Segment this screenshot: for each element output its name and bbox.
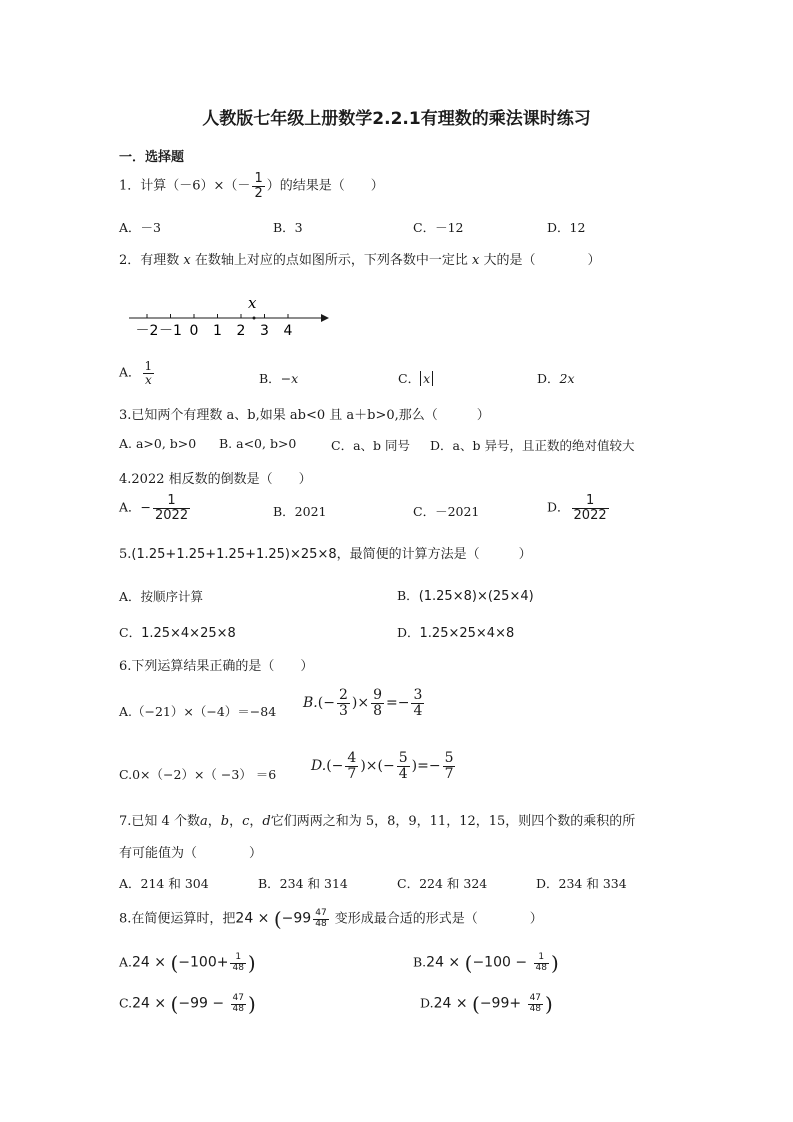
q2-option-d: D．2x xyxy=(537,371,575,386)
number-line-arrow xyxy=(321,314,329,322)
q1-option-d: D．12 xyxy=(547,220,586,235)
q4-option-b: B．2021 xyxy=(273,504,327,519)
q1-text-before: 1．计算（－6）×（－ xyxy=(119,178,251,194)
question-2: 2．有理数 x 在数轴上对应的点如图所示，下列各数中一定比 x 大的是（ ） xyxy=(119,253,601,268)
question-7-line-2: 有可能值为（ ） xyxy=(119,846,263,861)
q3-option-a: A. a>0, b>0 xyxy=(119,436,197,451)
q2-option-b: B．−x xyxy=(259,371,299,386)
question-8: 8.在简便运算时，把24 × (−99 $\frac{47}{48}$ 变形成最合适的形式是（ ） xyxy=(119,907,543,931)
q1-fraction: $\frac{1}{2}$ xyxy=(254,171,263,201)
question-7-line-1: 7.已知 4 个数a，b，c，d它们两两之和为 5，8，9，11，12，15，则四个数的乘积的所 xyxy=(119,814,636,829)
q2-option-c: C． x xyxy=(398,369,433,387)
number-line-tick-label: 0 xyxy=(189,323,199,339)
question-5: 5.(1.25+1.25+1.25+1.25)×25×8，最简便的计算方法是（ ） xyxy=(119,547,532,562)
number-line-ticks xyxy=(147,314,288,318)
q7-option-d: D．234 和 334 xyxy=(536,876,627,891)
q1-option-c: C．－12 xyxy=(413,220,464,235)
q7-option-a: A．214 和 304 xyxy=(119,876,209,891)
q1-text-after: ）的结果是（ ） xyxy=(266,178,384,194)
point-x-label: x xyxy=(248,294,257,312)
number-line-figure xyxy=(125,292,335,340)
number-line-tick-label: 3 xyxy=(260,323,269,339)
number-line-tick-label: 2 xyxy=(236,323,246,339)
q5-option-d: D．1.25×25×4×8 xyxy=(397,625,515,641)
question-6: 6.下列运算结果正确的是（ ） xyxy=(119,659,314,674)
q6-option-d: D.(− $\frac{4}{7}$ )×(− $\frac{5}{4}$ )=− $\frac{5}{7}$ xyxy=(311,750,454,782)
q3-option-d: D．a、b 异号，且正数的绝对值较大 xyxy=(430,438,635,453)
q4-option-a: A．− $\frac{1}{2022}$ xyxy=(119,493,189,523)
q3-option-c: C．a、b 同号 xyxy=(331,438,410,453)
q5-option-c: C．1.25×4×25×8 xyxy=(119,625,236,641)
section-heading: 一．选择题 xyxy=(119,150,185,165)
q5-expression: (1.25+1.25+1.25+1.25)×25×8 xyxy=(131,547,337,562)
q5-option-a: A．按顺序计算 xyxy=(119,589,204,604)
q8-option-c: C.24 × (−99 − $\frac{47}{48}$ ) xyxy=(119,992,256,1016)
q8-option-a: A.24 × (−100+ $\frac{1}{48}$ ) xyxy=(119,951,256,975)
q8-option-b: B.24 × (−100 − $\frac{1}{48}$ ) xyxy=(413,951,559,975)
question-4: 4.2022 相反数的倒数是（ ） xyxy=(119,472,312,487)
question-1 xyxy=(119,172,384,200)
number-line-tick-label: －2 xyxy=(135,323,159,339)
q8-option-d: D.24 × (−99+ $\frac{47}{48}$ ) xyxy=(420,992,553,1016)
question-3: 3.已知两个有理数 a、b,如果 ab<0 且 a＋b>0,那么（ ） xyxy=(119,408,490,423)
number-line-tick-label: 1 xyxy=(213,323,222,339)
number-line-tick-label: －1 xyxy=(159,323,182,339)
q7-option-c: C．224 和 324 xyxy=(397,876,488,891)
q3-option-b: B. a<0, b>0 xyxy=(219,436,297,451)
q2-option-a: A． $\frac{1}{x}$ xyxy=(119,359,153,387)
q6-option-b: B.(− $\frac{2}{3}$ )× $\frac{9}{8}$ =− $\frac{3}{4}$ xyxy=(303,687,423,719)
q1-option-b: B．3 xyxy=(273,220,303,235)
q6-option-a: A.（−21）×（−4）＝−84 xyxy=(119,704,277,719)
q7-option-b: B．234 和 314 xyxy=(258,876,348,891)
q5-option-b: B．(1.25×8)×(25×4) xyxy=(397,588,534,604)
q1-option-a: A．－3 xyxy=(119,220,161,235)
q4-option-c: C．－2021 xyxy=(413,504,480,519)
q4-option-d: D． $\frac{1}{2022}$ xyxy=(547,493,607,523)
point-x-dot xyxy=(253,317,256,320)
q6-option-c: C.0×（−2）×（ −3） ＝6 xyxy=(119,767,277,782)
number-line-tick-labels xyxy=(136,323,293,339)
page-title: 人教版七年级上册数学2.2.1有理数的乘法课时练习 xyxy=(202,109,591,129)
number-line-tick-label: 4 xyxy=(283,323,293,339)
